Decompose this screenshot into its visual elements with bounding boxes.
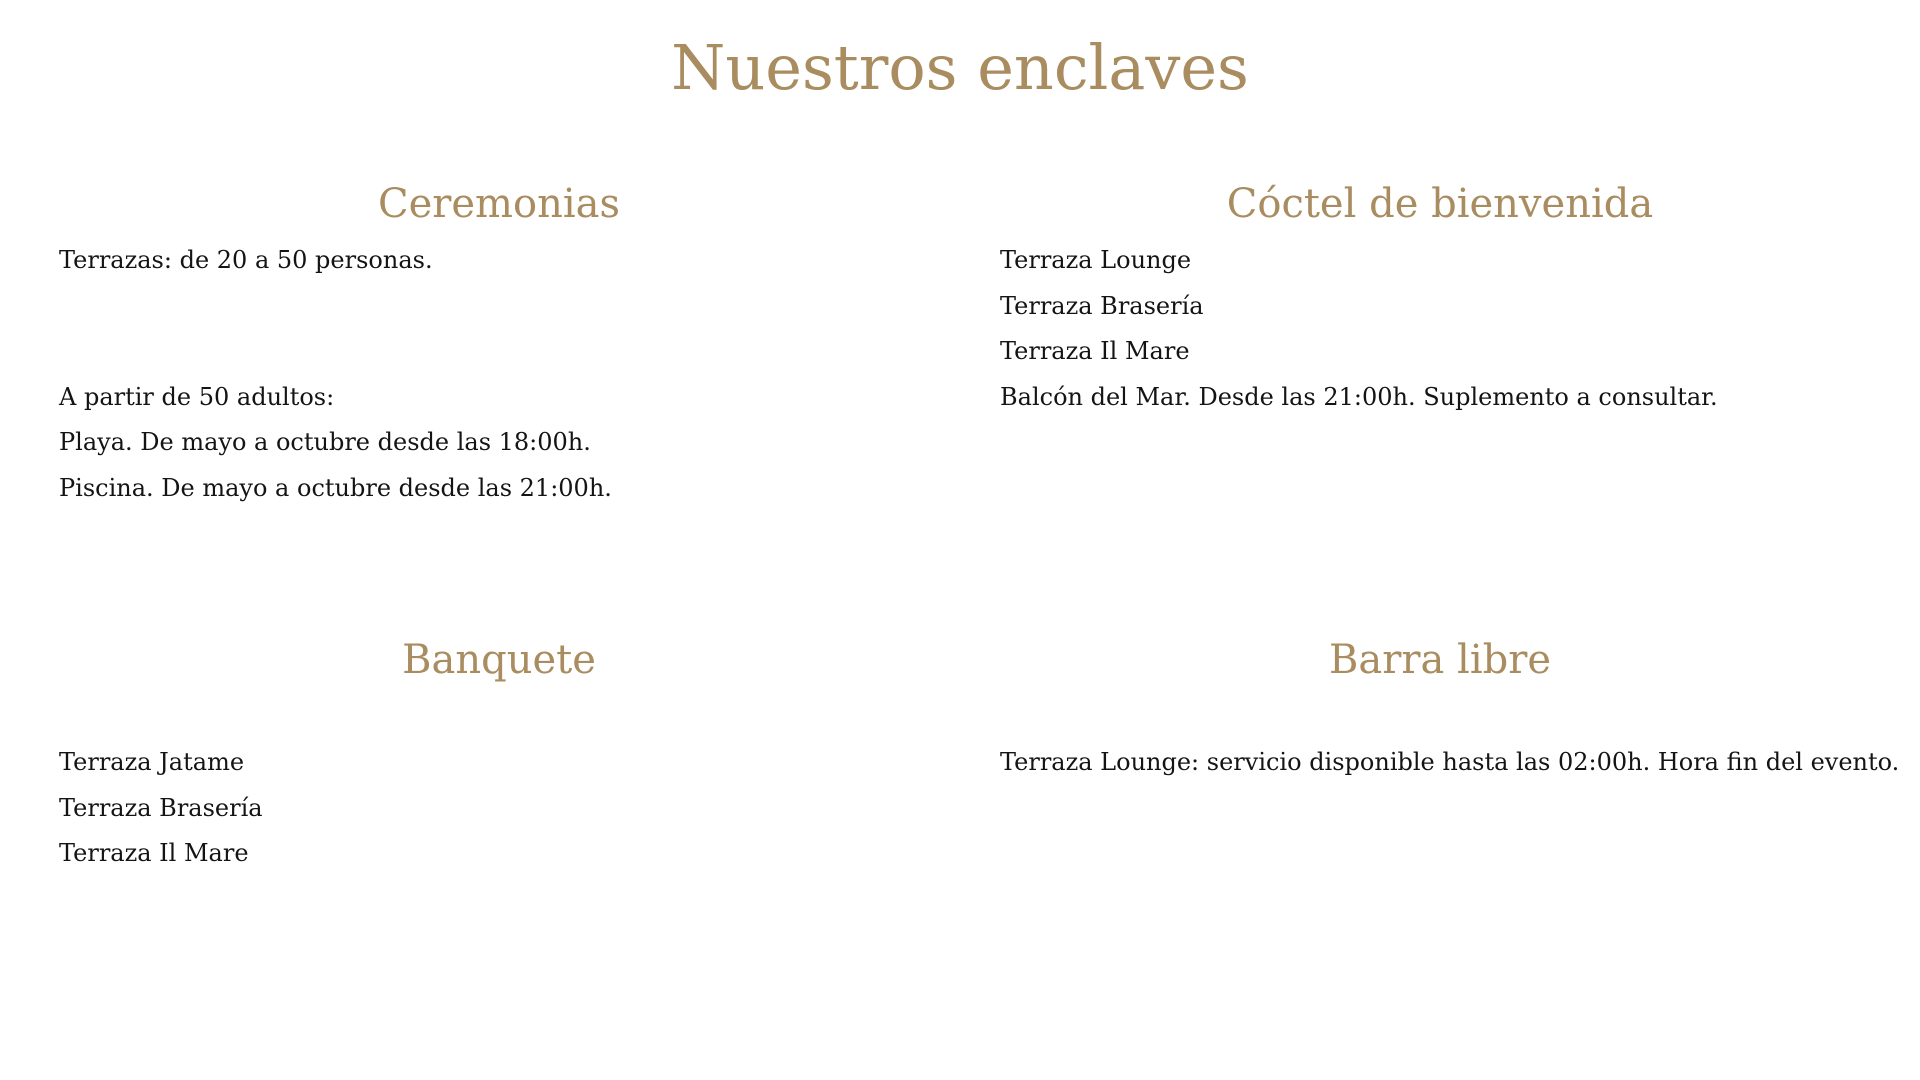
section-body — [59, 740, 939, 877]
text-line: Terraza Jatame — [59, 748, 245, 776]
section-body — [1000, 238, 1880, 420]
text-line: Balcón del Mar. Desde las 21:00h. Suplemento a consultar. — [1000, 382, 1718, 411]
section-ceremonias — [59, 176, 939, 511]
spacer — [59, 284, 939, 375]
text-line: Terrazas: de 20 a 50 personas. — [59, 246, 433, 274]
text-line: Terraza Brasería — [59, 793, 263, 822]
text-line: Terraza Lounge — [1000, 246, 1192, 274]
text-line: Terraza Il Mare — [59, 839, 249, 867]
section-heading: Barra libre — [1328, 637, 1552, 683]
section-heading: Banquete — [402, 637, 596, 683]
text-line: Piscina. De mayo a octubre desde las 21:00h. — [59, 473, 612, 502]
section-coctel — [1000, 176, 1880, 420]
text-line: Playa. De mayo a octubre desde las 18:00h. — [59, 428, 591, 456]
section-body — [1000, 740, 1900, 786]
page-title: Nuestros enclaves — [671, 31, 1249, 104]
text-line: Terraza Lounge: servicio disponible hasta las 02:00h. Hora fin del evento. — [1000, 748, 1900, 776]
text-line: A partir de 50 adultos: — [59, 382, 335, 411]
section-body — [59, 238, 939, 511]
text-line: Terraza Brasería — [1000, 291, 1204, 320]
section-banquete — [59, 632, 939, 877]
section-heading: Ceremonias — [377, 181, 620, 227]
section-heading: Cóctel de bienvenida — [1226, 181, 1654, 227]
section-barra — [1000, 632, 1900, 786]
text-line: Terraza Il Mare — [1000, 337, 1190, 365]
